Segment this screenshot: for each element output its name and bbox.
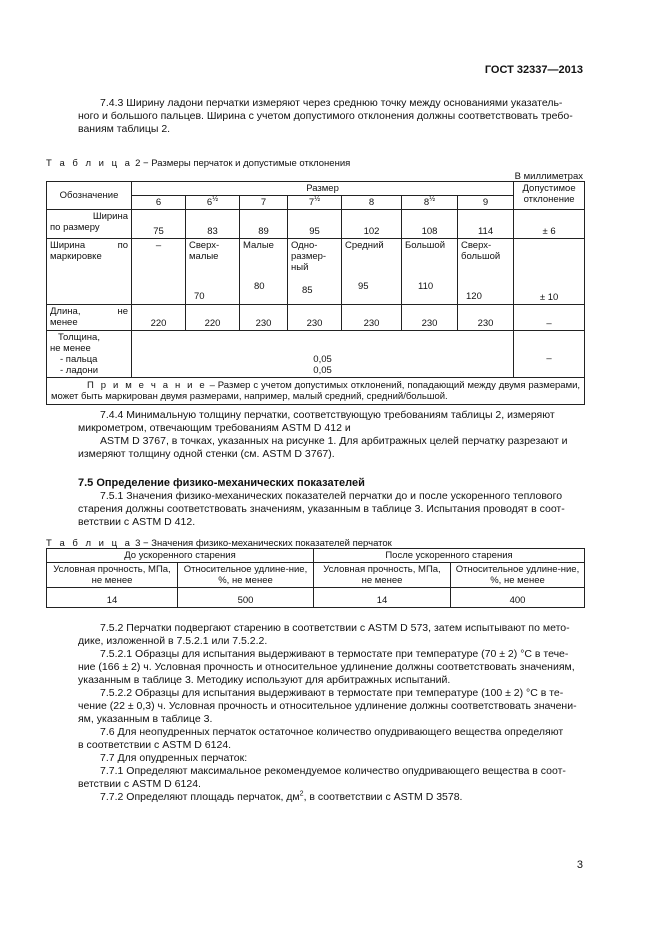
table-cell: 220 — [132, 305, 186, 331]
table-cell: – — [514, 305, 585, 331]
paragraph-7-7-2 — [78, 791, 584, 804]
table-cell: 108 — [402, 210, 458, 239]
row-label: Толщина, не менее - пальца - ладони — [47, 331, 132, 378]
table-cell: Сверх- большой 120 — [458, 239, 514, 305]
paragraph-7-7-1 — [78, 765, 584, 791]
header-elongation: Относительное удлине-ние, %, не менее — [178, 563, 314, 588]
table-cell: Сверх- малые 70 — [186, 239, 240, 305]
table-cell: 14 — [47, 588, 178, 608]
table-header-row — [47, 182, 585, 196]
header-size: Размер — [132, 182, 514, 196]
text-line: 7.6 Для неопудренных перчаток остаточное количество опудривающего вещества определяют — [100, 726, 564, 738]
table-row — [47, 588, 585, 608]
paragraph-7-7 — [78, 752, 584, 765]
text-line: ям, указанным в таблице 3. — [78, 713, 213, 725]
table-2 — [46, 181, 585, 405]
table-row — [47, 305, 585, 331]
text-line: ASTM D 3767, в точках, указанных на рисунке 1. Для арбитражных целей перчатку разрезают и — [100, 435, 568, 447]
text-line: 7.4.3 Ширину ладони перчатки измеряют через среднюю точку между основаниями указатель- — [100, 97, 563, 109]
table-cell: 230 — [458, 305, 514, 331]
table-note: П р и м е ч а н и е – Размер с учетом допустимых отклонений, попадающий между двумя размерами, может быть маркирован двумя размерами, например, малый средний, средний/большой. — [47, 378, 585, 405]
paragraph-7-5-2-1 — [78, 648, 584, 687]
section-heading: 7.5 Определение физико-механических показателей — [78, 477, 365, 489]
table-cell: 102 — [342, 210, 402, 239]
text-line: ваниям таблицы 2. — [78, 123, 171, 135]
text-line: 7.7.2 Определяют площадь перчаток, $дм^2$, в соответствии с ASTM D 3578. — [100, 790, 463, 803]
header-before-aging: До ускоренного старения — [47, 549, 314, 563]
table-cell: 400 — [451, 588, 585, 608]
table-cell: 89 — [240, 210, 288, 239]
table-cell: 230 — [402, 305, 458, 331]
size-header: $6^{\frac{1}{2}}$ — [186, 196, 240, 210]
text-line: 7.5.2.2 Образцы для испытания выдерживают в термостате при температуре (100 ± 2) °С в те- — [100, 687, 564, 699]
table-cell: 230 — [342, 305, 402, 331]
text-line: ветствии с ASTM D 412. — [78, 516, 196, 528]
text-line: ние (166 ± 2) ч. Условная прочность и относительное удлинение должны соответствовать значениям, — [78, 661, 575, 673]
table-cell: Одно- размер- ный 85 — [288, 239, 342, 305]
paragraph-7-5-2 — [78, 622, 584, 648]
units-note: В миллиметрах — [514, 171, 583, 182]
table-cell: 230 — [288, 305, 342, 331]
text-line: 7.7 Для опудренных перчаток: — [100, 752, 248, 764]
paragraph-7-4-3 — [78, 97, 584, 136]
table-row — [47, 210, 585, 239]
header-elongation: Относительное удлине-ние, %, не менее — [451, 563, 585, 588]
paragraph-7-5-1 — [78, 490, 584, 529]
text-line: в соответствии с ASTM D 6124. — [78, 739, 232, 751]
text-line: 7.5.1 Значения физико-механических показателей перчатки до и после ускоренного теплового — [100, 490, 563, 502]
paragraph-7-6 — [78, 726, 584, 752]
paragraph-7-4-4 — [78, 409, 584, 435]
table-3 — [46, 548, 585, 608]
header-after-aging: После ускоренного старения — [314, 549, 585, 563]
text-line: ветствии с ASTM D 6124. — [78, 778, 201, 790]
text-line: 7.4.4 Минимальную толщину перчатки, соответствующую требованиям таблицы 2, измеряют — [100, 409, 555, 421]
thickness-values: 0,05 0,05 — [132, 331, 514, 378]
table-cell: 83 — [186, 210, 240, 239]
text-line: микрометром, отвечающим требованиям ASTM D 412 и — [78, 422, 351, 434]
header-designation: Обозначение — [47, 182, 132, 210]
text-line: чение (22 ± 0,3) ч. Условная прочность и относительное удлинение должны соответствовать значени- — [78, 700, 577, 712]
table-cell: 114 — [458, 210, 514, 239]
size-header: 9 — [458, 196, 514, 210]
text-line: ного и большого пальцев. Ширина с учетом допустимого отклонения должны соответствовать требо- — [78, 110, 573, 122]
row-label: Длина, не менее — [47, 305, 132, 331]
caption-text: 3 − Значения физико-механических показателей перчаток — [132, 538, 392, 549]
table-header-row — [47, 563, 585, 588]
table-row — [47, 239, 585, 305]
header-tolerance: Допустимое отклонение — [514, 182, 585, 210]
table-cell: 75 — [132, 210, 186, 239]
paragraph-7-5-2-2 — [78, 687, 584, 726]
table-cell: – — [132, 239, 186, 305]
table-header-row — [47, 549, 585, 563]
size-header: 8 — [342, 196, 402, 210]
table-note-row — [47, 378, 585, 405]
page-number: 3 — [576, 859, 583, 871]
size-header: 7 — [240, 196, 288, 210]
row-label: Ширина по размеру — [47, 210, 132, 239]
text-line: 7.5.2.1 Образцы для испытания выдерживают в термостате при температуре (70 ± 2) °С в тече- — [100, 648, 569, 660]
paragraph-7-4-4-cont — [78, 435, 584, 461]
table-cell: Малые 80 — [240, 239, 288, 305]
caption-text: 2 − Размеры перчаток и допустимые отклонения — [132, 158, 351, 169]
table-2-caption — [46, 157, 350, 170]
header-strength: Условная прочность, МПа, не менее — [314, 563, 451, 588]
standard-code: ГОСТ 32337—2013 — [484, 64, 583, 76]
text-line: измеряют толщину одной стенки (см. ASTM D 3767). — [78, 448, 335, 460]
caption-label: Т а б л и ц а — [46, 158, 133, 169]
row-label: Ширина по маркировке — [47, 239, 132, 305]
size-header: $7^{\frac{1}{2}}$ — [288, 196, 342, 210]
table-cell: 230 — [240, 305, 288, 331]
table-cell: 220 — [186, 305, 240, 331]
table-cell: Большой 110 — [402, 239, 458, 305]
table-row — [47, 331, 585, 378]
text-line: указанным в таблице 3. Методику используют для арбитражных испытаний. — [78, 674, 451, 686]
table-cell: ± 10 — [514, 239, 585, 305]
header-strength: Условная прочность, МПа, не менее — [47, 563, 178, 588]
table-cell: ± 6 — [514, 210, 585, 239]
table-cell: Средний 95 — [342, 239, 402, 305]
table-cell: 14 — [314, 588, 451, 608]
text-line: 7.5.2 Перчатки подвергают старению в соответствии с ASTM D 573, затем испытывают по мето- — [100, 622, 570, 634]
text-line: 7.7.1 Определяют максимальное рекомендуемое количество опудривающего вещества в соот- — [100, 765, 566, 777]
text-line: дике, изложенной в 7.5.2.1 или 7.5.2.2. — [78, 635, 268, 647]
size-header: $8^{\frac{1}{2}}$ — [402, 196, 458, 210]
table-cell: 500 — [178, 588, 314, 608]
size-header: 6 — [132, 196, 186, 210]
table-cell: – — [514, 331, 585, 378]
text-line: старения должны соответствовать значениям, указанным в таблице 3. Испытания проводят в соот- — [78, 503, 565, 515]
caption-label: Т а б л и ц а — [46, 538, 133, 549]
table-cell: 95 — [288, 210, 342, 239]
